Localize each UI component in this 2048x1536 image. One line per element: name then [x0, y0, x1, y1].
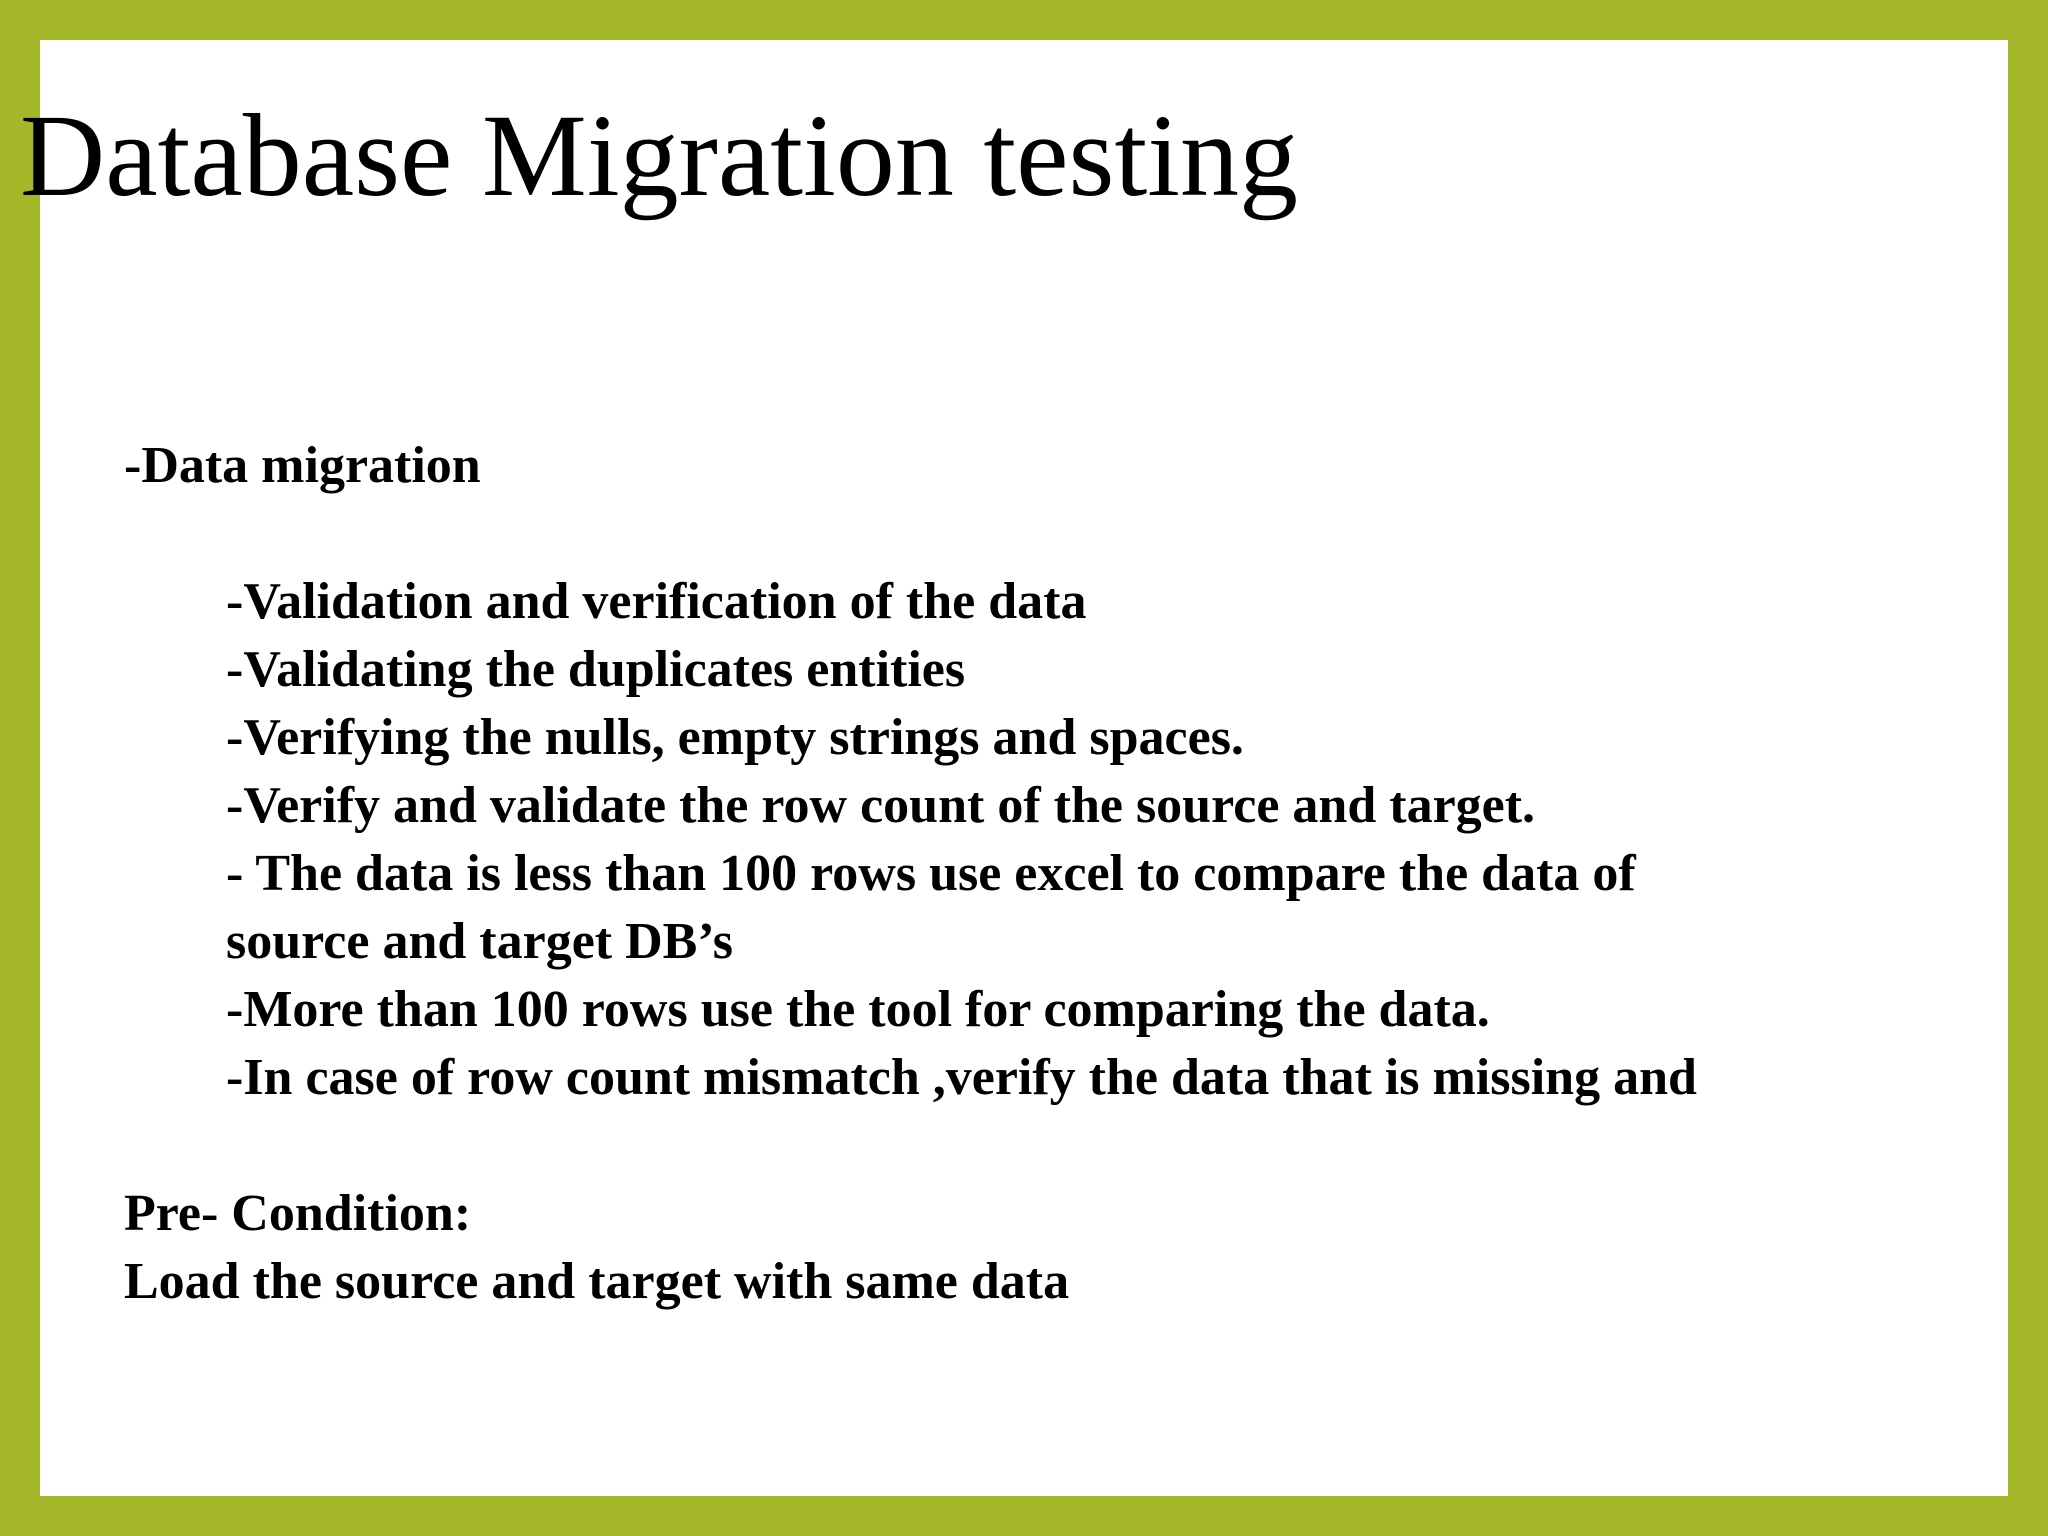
- bullet-item: -Validating the duplicates entities: [226, 641, 966, 698]
- precondition-label: Pre- Condition:: [124, 1185, 472, 1242]
- bullet-item: -More than 100 rows use the tool for comparing the data.: [226, 981, 1490, 1038]
- precondition-text: Load the source and target with same data: [124, 1253, 1070, 1310]
- slide-title: Database Migration testing: [20, 90, 1299, 221]
- bullet-item-continuation: source and target DB’s: [226, 913, 733, 970]
- bullet-item: -In case of row count mismatch ,verify the data that is missing and: [226, 1049, 1697, 1106]
- slide-body: [124, 432, 1924, 1316]
- bullet-item: -Verifying the nulls, empty strings and spaces.: [226, 709, 1244, 766]
- bullet-item: -Verify and validate the row count of the source and target.: [226, 777, 1536, 834]
- spacer: [124, 1112, 1924, 1180]
- spacer: [124, 500, 1924, 568]
- section-heading: -Data migration: [124, 437, 481, 494]
- bullet-item: -Validation and verification of the data: [226, 573, 1087, 630]
- bullet-item: - The data is less than 100 rows use excel to compare the data of: [226, 845, 1636, 902]
- slide-canvas: [20, 40, 2008, 1496]
